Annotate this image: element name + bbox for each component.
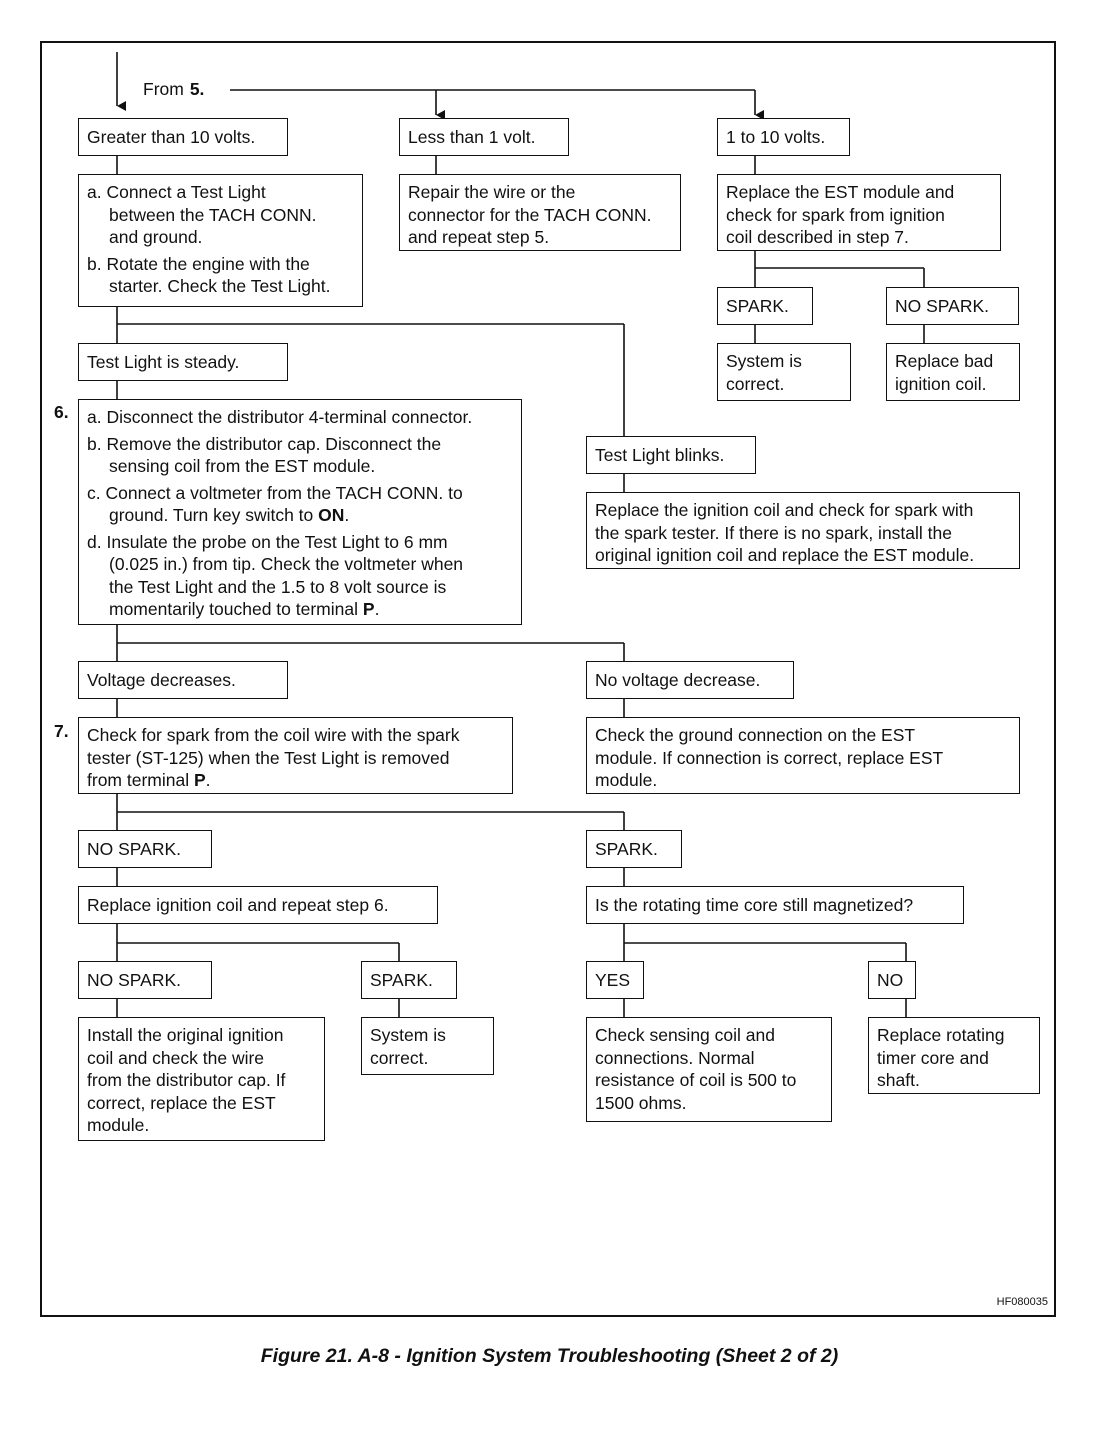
replace-bad-coil-box: Replace bad ignition coil.	[886, 343, 1020, 401]
system-correct-box-top: System is correct.	[717, 343, 851, 401]
check-sensing-coil-box: Check sensing coil and connections. Normal resistance of coil is 500 to 1500 ohms.	[586, 1017, 832, 1122]
less-than-1-volt-box: Less than 1 volt.	[399, 118, 569, 156]
step-6-box: a. Disconnect the distributor 4-terminal connector. b. Remove the distributor cap. Disconnect the sensing coil from the EST module. c. Connect a voltmeter from the TACH CONN. to ground. Turn key switch to ON. d. Insulate the probe on the Test Light to 6 mm (0.025 in.) from tip. Check the voltmeter when the Test Light and the 1.5 to 8 volt source is momentarily touched to terminal P.	[78, 399, 522, 625]
no-spark-box-bottom: NO SPARK.	[78, 961, 212, 999]
system-correct-box-bottom: System is correct.	[361, 1017, 494, 1075]
greater-than-10-volts-box: Greater than 10 volts.	[78, 118, 288, 156]
voltage-decreases-box: Voltage decreases.	[78, 661, 288, 699]
replace-coil-repeat-step-6-box: Replace ignition coil and repeat step 6.	[78, 886, 438, 924]
replace-rotating-core-box: Replace rotating timer core and shaft.	[868, 1017, 1040, 1094]
repair-wire-box: Repair the wire or the connector for the TACH CONN. and repeat step 5.	[399, 174, 681, 251]
figure-caption: Figure 21. A-8 - Ignition System Troubleshooting (Sheet 2 of 2)	[260, 1345, 839, 1367]
connect-test-light-box: a. Connect a Test Light between the TACH CONN. and ground. b. Rotate the engine with the starter. Check the Test Light.	[78, 174, 363, 307]
rotating-core-question-box: Is the rotating time core still magnetized?	[586, 886, 964, 924]
step-7-box: Check for spark from the coil wire with the spark tester (ST-125) when the Test Light is removed from terminal P.	[78, 717, 513, 794]
spark-box-bottom: SPARK.	[361, 961, 457, 999]
replace-coil-check-spark-box: Replace the ignition coil and check for spark with the spark tester. If there is no spark, install the original ignition coil and replace the EST module.	[586, 492, 1020, 569]
spark-box-mid: SPARK.	[586, 830, 682, 868]
step-6-number: 6.	[54, 402, 69, 422]
spark-box-top: SPARK.	[717, 287, 813, 325]
test-light-blinks-box: Test Light blinks.	[586, 436, 756, 474]
check-ground-connection-box: Check the ground connection on the EST module. If connection is correct, replace EST module.	[586, 717, 1020, 794]
step-7-number: 7.	[54, 721, 69, 741]
no-box: NO	[868, 961, 916, 999]
no-spark-box-mid: NO SPARK.	[78, 830, 212, 868]
no-spark-box-top: NO SPARK.	[886, 287, 1019, 325]
yes-box: YES	[586, 961, 644, 999]
replace-est-module-box: Replace the EST module and check for spark from ignition coil described in step 7.	[717, 174, 1001, 251]
from-step-label: From 5.	[143, 79, 205, 99]
install-original-coil-box: Install the original ignition coil and check the wire from the distributor cap. If correct, replace the EST module.	[78, 1017, 325, 1141]
one-to-ten-volts-box: 1 to 10 volts.	[717, 118, 850, 156]
test-light-steady-box: Test Light is steady.	[78, 343, 288, 381]
figure-code: HF080035	[996, 1296, 1048, 1308]
no-voltage-decrease-box: No voltage decrease.	[586, 661, 794, 699]
